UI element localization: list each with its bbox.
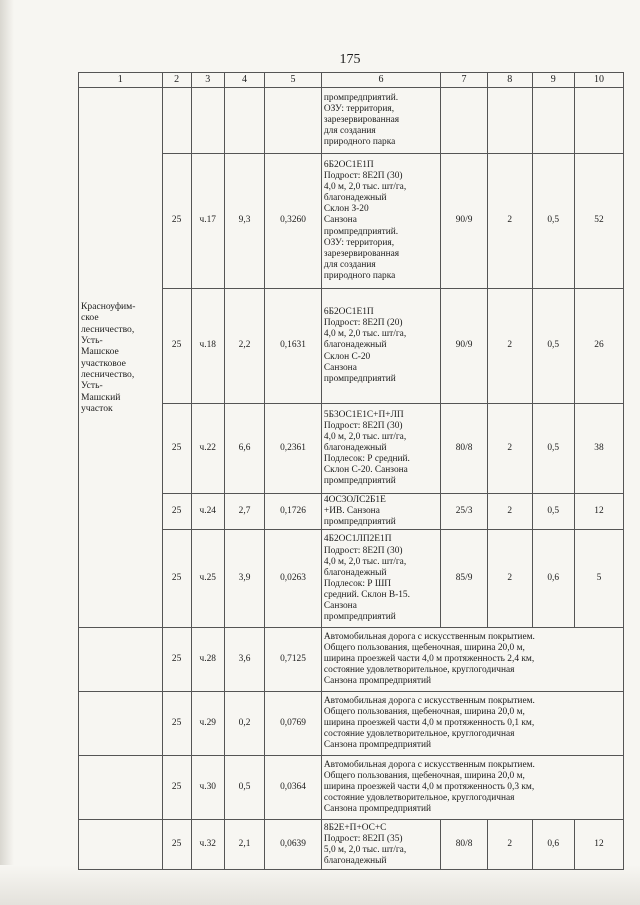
- stock-cell: 38: [574, 404, 623, 494]
- age-class-cell: 80/8: [441, 404, 488, 494]
- description-line: 6Б2ОС1Е1П: [323, 307, 374, 318]
- road-description-line: состояние удовлетворительное, круглогодичная: [323, 793, 515, 804]
- bonitet-cell: 2: [487, 820, 532, 870]
- area-cell: 0,2: [224, 692, 264, 756]
- volume-cell: 0,3260: [265, 154, 322, 289]
- age-class-cell: 25/3: [441, 494, 488, 530]
- quarter-number-cell: 25: [162, 154, 191, 289]
- table-row-road: [79, 692, 624, 756]
- forest-plot-table: [78, 72, 624, 870]
- header-cell: 8: [487, 73, 532, 88]
- description-line: Подлесок: Р ШП: [323, 578, 392, 589]
- road-description-line: состояние удовлетворительное, круглогодичная: [323, 665, 515, 676]
- cell: [224, 88, 264, 154]
- description-line: Подрост: 8Е2П (30): [323, 171, 403, 182]
- description-line: ОЗУ: территория,: [323, 237, 395, 248]
- description-line: средний. Склон В-15.: [323, 589, 410, 600]
- description-line: ОЗУ: территория,: [323, 103, 395, 114]
- header-cell: 10: [574, 73, 623, 88]
- description-line: 8Б2Е+П+ОС+С: [323, 822, 387, 833]
- quarter-number-cell: 25: [162, 692, 191, 756]
- description-line: 6Б2ОС1Е1П: [323, 159, 374, 170]
- description-line: Подрост: 8Е2П (30): [323, 545, 403, 556]
- bonitet-cell: 2: [487, 289, 532, 404]
- description-line: благонадежный: [323, 442, 387, 453]
- plot-number-cell: ч.18: [191, 289, 224, 404]
- stock-cell: 5: [574, 530, 623, 628]
- volume-cell: 0,0263: [265, 530, 322, 628]
- volume-cell: 0,2361: [265, 404, 322, 494]
- stock-cell: 12: [574, 494, 623, 530]
- description-line: Санзона: [323, 600, 357, 611]
- description-cell: [321, 404, 440, 494]
- volume-cell: 0,1631: [265, 289, 322, 404]
- volume-cell: 0,0364: [265, 756, 322, 820]
- forestry-name-line: Усть-: [81, 380, 103, 392]
- header-cell: 3: [191, 73, 224, 88]
- cell: [265, 88, 322, 154]
- empty-cell: [79, 756, 163, 820]
- road-description-line: Автомобильная дорога с искусственным покрытием.: [323, 696, 535, 707]
- plot-number-cell: ч.32: [191, 820, 224, 870]
- description-line: Склон С-20. Санзона: [323, 465, 408, 476]
- description-line: для создания: [323, 126, 376, 137]
- density-cell: 0,5: [532, 154, 574, 289]
- density-cell: 0,6: [532, 530, 574, 628]
- quarter-number-cell: 25: [162, 289, 191, 404]
- volume-cell: 0,1726: [265, 494, 322, 530]
- density-cell: 0,5: [532, 494, 574, 530]
- description-line: зарезервированная: [323, 248, 400, 259]
- bonitet-cell: 2: [487, 494, 532, 530]
- page-number: 175: [339, 52, 361, 67]
- cell: [191, 88, 224, 154]
- description-line: 4,0 м, 2,0 тыс. шт/га,: [323, 329, 407, 340]
- description-line: промпредприятий: [323, 476, 396, 487]
- description-line: 5Б3ОС1Е1С+П+ЛП: [323, 409, 404, 420]
- area-cell: 6,6: [224, 404, 264, 494]
- bonitet-cell: 2: [487, 530, 532, 628]
- plot-number-cell: ч.17: [191, 154, 224, 289]
- cell: [487, 88, 532, 154]
- description-line: промпредприятий: [323, 373, 396, 384]
- plot-number-cell: ч.22: [191, 404, 224, 494]
- forestry-name-line: лесничество,: [81, 323, 135, 335]
- quarter-number-cell: 25: [162, 628, 191, 692]
- density-cell: 0,5: [532, 404, 574, 494]
- header-cell: 6: [321, 73, 440, 88]
- cell: [574, 88, 623, 154]
- description-line: благонадежный: [323, 340, 387, 351]
- quarter-number-cell: 25: [162, 820, 191, 870]
- density-cell: 0,6: [532, 820, 574, 870]
- forestry-name-cell: [79, 88, 163, 628]
- description-cell: [321, 289, 440, 404]
- road-description-line: Общего пользования, щебеночная, ширина 20,0 м,: [323, 707, 525, 718]
- road-description-cell: [321, 692, 623, 756]
- header-cell: 4: [224, 73, 264, 88]
- description-line: Подрост: 8Е2П (20): [323, 318, 403, 329]
- description-line: Санзона: [323, 215, 357, 226]
- quarter-number-cell: 25: [162, 530, 191, 628]
- cell: [532, 88, 574, 154]
- road-description-line: Санзона промпредприятий: [323, 804, 432, 815]
- quarter-number-cell: 25: [162, 494, 191, 530]
- volume-cell: 0,0769: [265, 692, 322, 756]
- header-cell: 5: [265, 73, 322, 88]
- description-line: для создания: [323, 259, 376, 270]
- description-line: 4,0 м, 2,0 тыс. шт/га,: [323, 431, 407, 442]
- table-row-road: [79, 628, 624, 692]
- road-description-line: ширина проезжей части 4,0 м протяженность 0,1 км,: [323, 718, 535, 729]
- area-cell: 0,5: [224, 756, 264, 820]
- area-cell: 2,7: [224, 494, 264, 530]
- description-line: +ИВ. Санзона: [323, 506, 380, 517]
- area-cell: 2,2: [224, 289, 264, 404]
- bonitet-cell: 2: [487, 404, 532, 494]
- description-line: благонадежный: [323, 855, 387, 866]
- description-cell: [321, 88, 440, 154]
- scan-edge-shadow: [0, 0, 14, 905]
- road-description-line: ширина проезжей части 4,0 м протяженность 0,3 км,: [323, 782, 535, 793]
- area-cell: 2,1: [224, 820, 264, 870]
- header-cell: 9: [532, 73, 574, 88]
- age-class-cell: 85/9: [441, 530, 488, 628]
- quarter-number-cell: 25: [162, 756, 191, 820]
- header-cell: 1: [79, 73, 163, 88]
- forestry-name-line: участок: [81, 402, 113, 414]
- plot-number-cell: ч.29: [191, 692, 224, 756]
- age-class-cell: 80/8: [441, 820, 488, 870]
- table-row: [79, 820, 624, 870]
- empty-cell: [79, 820, 163, 870]
- stock-cell: 52: [574, 154, 623, 289]
- description-line: Подлесок: Р средний.: [323, 454, 410, 465]
- road-description-line: Автомобильная дорога с искусственным покрытием.: [323, 760, 535, 771]
- forestry-name-line: Красноуфим-: [81, 301, 136, 313]
- description-line: промпредприятий: [323, 612, 396, 623]
- road-description-line: Автомобильная дорога с искусственным покрытием.: [323, 632, 535, 643]
- description-line: 5,0 м, 2,0 тыс. шт/га,: [323, 844, 407, 855]
- density-cell: 0,5: [532, 289, 574, 404]
- description-line: промпредприятий.: [323, 92, 399, 103]
- age-class-cell: 90/9: [441, 154, 488, 289]
- description-cell: [321, 530, 440, 628]
- table-row-road: [79, 756, 624, 820]
- road-description-line: Санзона промпредприятий: [323, 740, 432, 751]
- forestry-name-line: Усть-: [81, 335, 103, 347]
- forestry-name-line: ское: [81, 312, 99, 324]
- description-line: 4Б2ОС1ЛП2Е1П: [323, 534, 392, 545]
- cell: [162, 88, 191, 154]
- description-line: промпредприятий: [323, 517, 396, 528]
- description-cell: [321, 820, 440, 870]
- stock-cell: 26: [574, 289, 623, 404]
- area-cell: 9,3: [224, 154, 264, 289]
- plot-number-cell: ч.24: [191, 494, 224, 530]
- description-line: 4ОС3ОЛС2Б1Е: [323, 495, 386, 505]
- description-line: благонадежный: [323, 193, 387, 204]
- table-header-row: [79, 73, 624, 88]
- header-cell: 2: [162, 73, 191, 88]
- description-line: промпредприятий.: [323, 226, 399, 237]
- area-cell: 3,9: [224, 530, 264, 628]
- forestry-name-line: Машский: [81, 391, 121, 403]
- quarter-number-cell: 25: [162, 404, 191, 494]
- plot-number-cell: ч.28: [191, 628, 224, 692]
- description-line: 4,0 м, 2,0 тыс. шт/га,: [323, 556, 407, 567]
- cell: [441, 88, 488, 154]
- description-cell: [321, 154, 440, 289]
- forestry-name-line: участковое: [81, 357, 126, 369]
- empty-cell: [79, 628, 163, 692]
- road-description-cell: [321, 628, 623, 692]
- road-description-cell: [321, 756, 623, 820]
- plot-number-cell: ч.30: [191, 756, 224, 820]
- description-line: Санзона: [323, 362, 357, 373]
- road-description-line: Санзона промпредприятий: [323, 676, 432, 687]
- description-line: природного парка: [323, 270, 396, 281]
- table-row-continuation: [79, 88, 624, 154]
- description-cell: [321, 494, 440, 530]
- forestry-name-line: Машское: [81, 346, 119, 358]
- area-cell: 3,6: [224, 628, 264, 692]
- plot-number-cell: ч.25: [191, 530, 224, 628]
- road-description-line: ширина проезжей части 4,0 м протяженность 2,4 км,: [323, 654, 535, 665]
- forestry-name-line: лесничество,: [81, 368, 135, 380]
- description-line: Склон С-20: [323, 351, 371, 362]
- empty-cell: [79, 692, 163, 756]
- road-description-line: Общего пользования, щебеночная, ширина 20,0 м,: [323, 643, 525, 654]
- age-class-cell: 90/9: [441, 289, 488, 404]
- volume-cell: 0,7125: [265, 628, 322, 692]
- description-line: благонадежный: [323, 567, 387, 578]
- stock-cell: 12: [574, 820, 623, 870]
- scan-bottom-shadow: [0, 865, 640, 905]
- description-line: зарезервированная: [323, 114, 400, 125]
- header-cell: 7: [441, 73, 488, 88]
- bonitet-cell: 2: [487, 154, 532, 289]
- description-line: Склон З-20: [323, 204, 369, 215]
- road-description-line: Общего пользования, щебеночная, ширина 20,0 м,: [323, 771, 525, 782]
- description-line: 4,0 м, 2,0 тыс. шт/га,: [323, 182, 407, 193]
- description-line: природного парка: [323, 137, 396, 148]
- description-line: Подрост: 8Е2П (30): [323, 420, 403, 431]
- road-description-line: состояние удовлетворительное, круглогодичная: [323, 729, 515, 740]
- volume-cell: 0,0639: [265, 820, 322, 870]
- description-line: Подрост: 8Е2П (35): [323, 833, 403, 844]
